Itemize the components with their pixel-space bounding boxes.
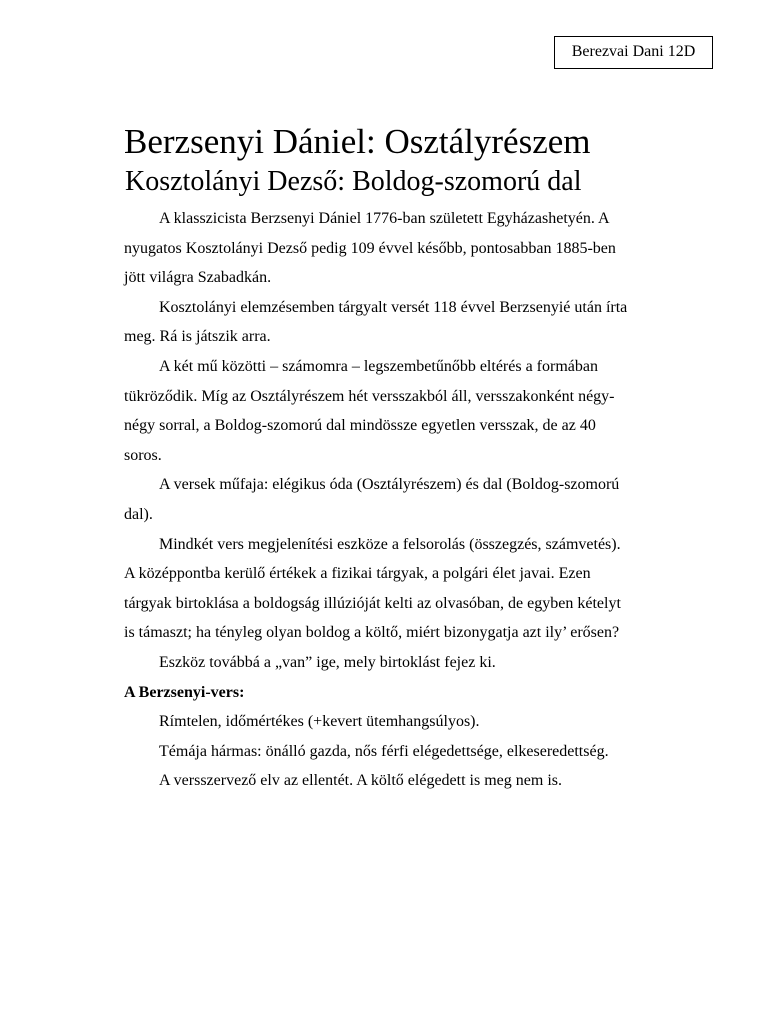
paragraph-birth-dates: A klasszicista Berzsenyi Dániel 1776-ban született Egyházashetyén. A nyugatos Kosztolányi Dezső pedig 109 évvel később, pontosabban 1885-ben jött világra Szabadkán. xyxy=(124,210,616,287)
document-subtitle: Kosztolányi Dezső: Boldog-szomorú dal xyxy=(125,166,582,197)
paragraph-form-difference: A két mű közötti – számomra – legszembetűnőbb eltérés a formában tükröződik. Míg az Osztályrészem hét versszakból áll, versszakonként négy-négy sorral, a Boldog-szomorú dal mindössze egyetlen versszak, de az 40 soros. xyxy=(124,357,615,464)
paragraph-genre: A versek műfaja: elégikus óda (Osztályrészem) és dal (Boldog-szomorú dal). xyxy=(124,476,620,523)
paragraph-van-verb: Eszköz továbbá a „van” ige, mely birtoklást fejez ki. xyxy=(159,653,496,671)
document-body xyxy=(124,204,634,796)
paragraph-enumeration: Mindkét vers megjelenítési eszköze a felsorolás (összegzés, számvetés). A középpontba kerülő értékek a fizikai tárgyak, a polgári élet javai. Ezen tárgyak birtoklása a boldogság illúzióját kelti az olvasóban, de egyben kételyt is támaszt; ha tényleg olyan boldog a költő, miért bizonygatja azt ily’ erősen? xyxy=(124,535,621,642)
paragraph-theme: Témája hármas: önálló gazda, nős férfi elégedettsége, elkeseredettség. xyxy=(159,742,609,760)
document-title: Berzsenyi Dániel: Osztályrészem xyxy=(124,122,591,161)
paragraph-time-gap: Kosztolányi elemzésemben tárgyalt versét 118 évvel Berzsenyié után írta meg. Rá is játszik arra. xyxy=(124,298,628,346)
author-name-box: Berezvai Dani 12D xyxy=(554,36,713,69)
paragraph-meter: Rímtelen, időmértékes (+kevert ütemhangsúlyos). xyxy=(159,713,480,731)
paragraph-contrast: A versszervező elv az ellentét. A költő elégedett is meg nem is. xyxy=(159,772,562,790)
section-heading: A Berzsenyi-vers: xyxy=(124,683,245,701)
